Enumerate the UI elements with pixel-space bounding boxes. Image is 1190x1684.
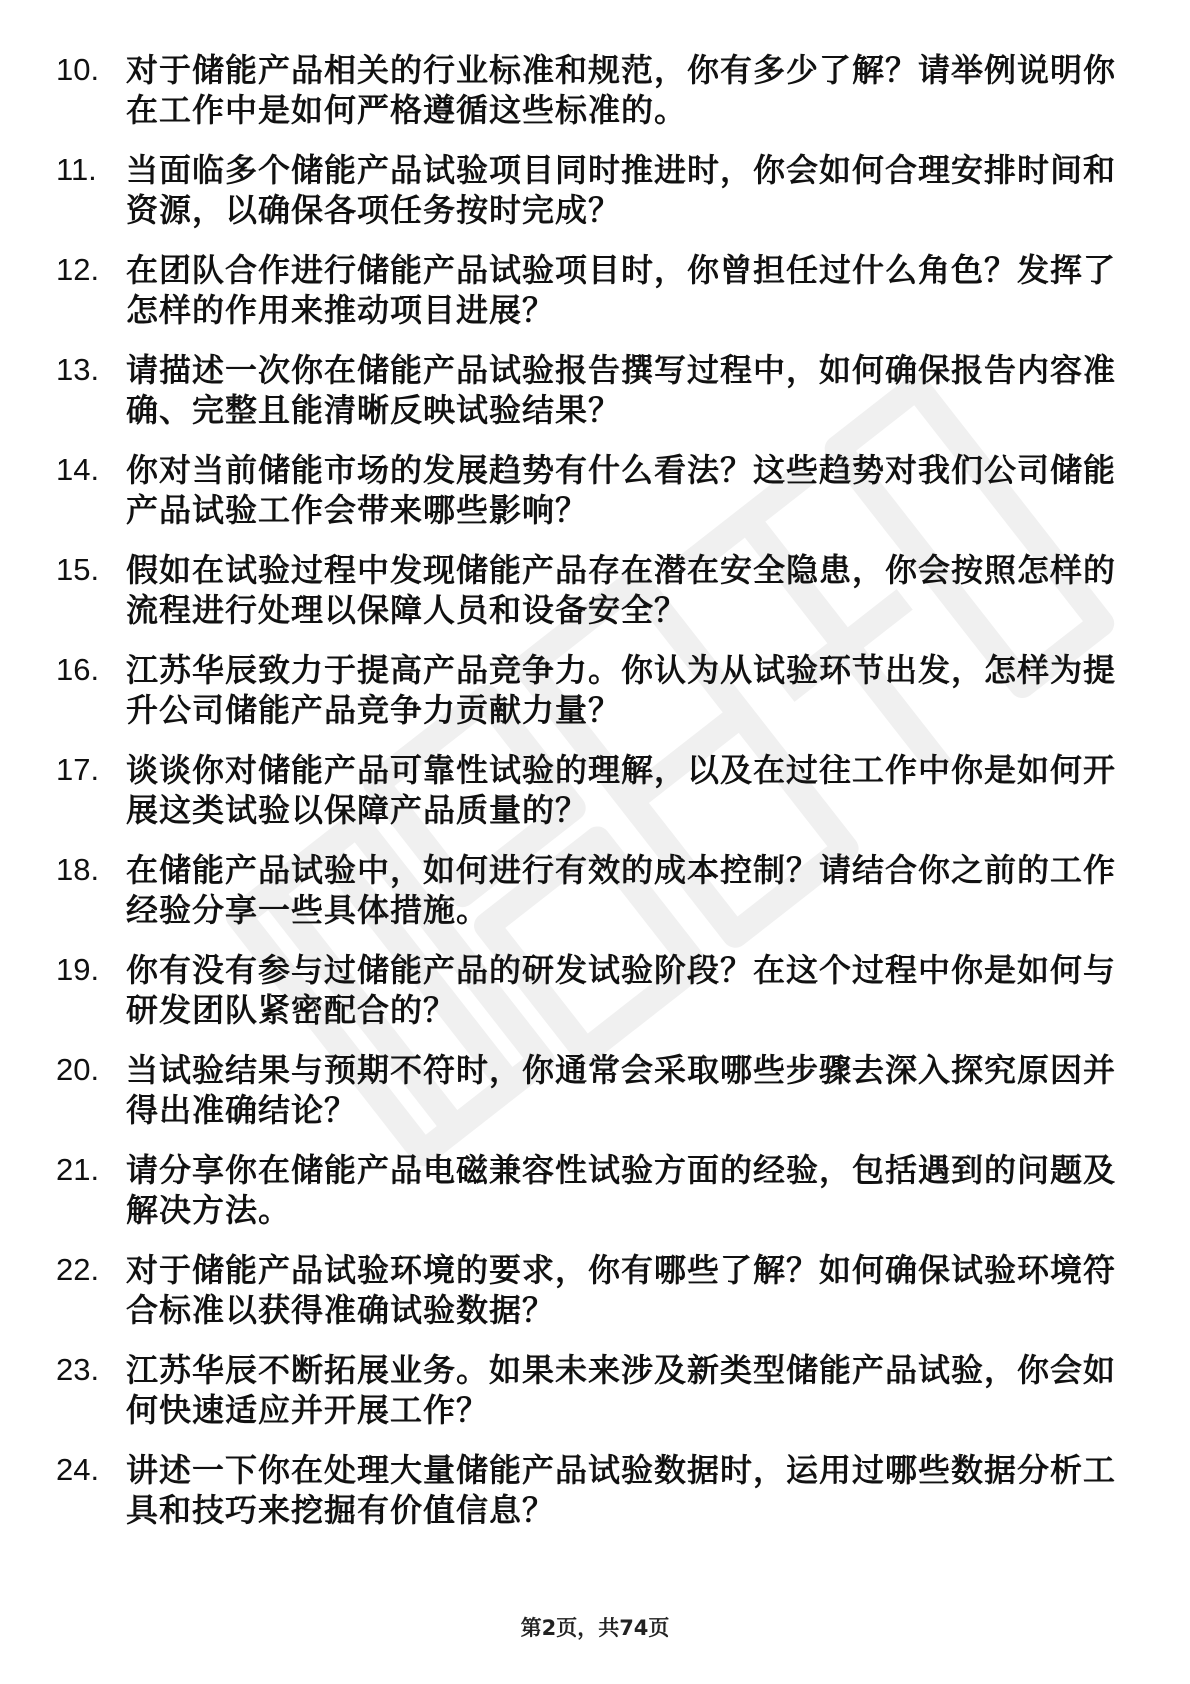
- question-item: [50, 250, 1130, 330]
- question-item: [50, 350, 1130, 430]
- question-number: 15.: [56, 552, 100, 587]
- question-text: 你对当前储能市场的发展趋势有什么看法？这些趋势对我们公司储能产品试验工作会带来哪些影响？: [126, 451, 1117, 529]
- question-number: 18.: [56, 852, 100, 887]
- question-number: 24.: [56, 1452, 100, 1487]
- question-item: [50, 950, 1130, 1030]
- question-number: 12.: [56, 252, 100, 287]
- question-text: 江苏华辰不断拓展业务。如果未来涉及新类型储能产品试验，你会如何快速适应并开展工作？: [126, 1351, 1117, 1429]
- question-item: [50, 750, 1130, 830]
- question-text: 在团队合作进行储能产品试验项目时，你曾担任过什么角色？发挥了怎样的作用来推动项目进展？: [126, 251, 1117, 329]
- question-text: 假如在试验过程中发现储能产品存在潜在安全隐患，你会按照怎样的流程进行处理以保障人员和设备安全？: [126, 551, 1117, 629]
- question-item: [50, 1350, 1130, 1430]
- question-text: 谈谈你对储能产品可靠性试验的理解，以及在过往工作中你是如何开展这类试验以保障产品质量的？: [126, 751, 1117, 829]
- question-item: [50, 550, 1130, 630]
- question-number: 11.: [56, 152, 97, 187]
- question-text: 你有没有参与过储能产品的研发试验阶段？在这个过程中你是如何与研发团队紧密配合的？: [126, 951, 1117, 1029]
- question-item: [50, 1450, 1130, 1530]
- question-number: 10.: [56, 52, 100, 87]
- question-text: 对于储能产品试验环境的要求，你有哪些了解？如何确保试验环境符合标准以获得准确试验数据？: [126, 1251, 1117, 1329]
- question-item: [50, 1050, 1130, 1130]
- question-number: 19.: [56, 952, 100, 987]
- question-number: 14.: [56, 452, 100, 487]
- question-number: 20.: [56, 1052, 100, 1087]
- question-item: [50, 850, 1130, 930]
- question-text: 对于储能产品相关的行业标准和规范，你有多少了解？请举例说明你在工作中是如何严格遵循这些标准的。: [126, 51, 1117, 129]
- question-text: 当试验结果与预期不符时，你通常会采取哪些步骤去深入探究原因并得出准确结论？: [126, 1051, 1117, 1129]
- question-number: 17.: [56, 752, 100, 787]
- question-text: 请描述一次你在储能产品试验报告撰写过程中，如何确保报告内容准确、完整且能清晰反映试验结果？: [126, 351, 1117, 429]
- question-number: 21.: [56, 1152, 100, 1187]
- question-item: [50, 650, 1130, 730]
- question-number: 13.: [56, 352, 100, 387]
- question-item: [50, 150, 1130, 230]
- question-text: 当面临多个储能产品试验项目同时推进时，你会如何合理安排时间和资源，以确保各项任务按时完成？: [126, 151, 1117, 229]
- question-text: 在储能产品试验中，如何进行有效的成本控制？请结合你之前的工作经验分享一些具体措施。: [126, 851, 1117, 929]
- question-number: 23.: [56, 1352, 100, 1387]
- question-item: [50, 1250, 1130, 1330]
- page-number: 第2页，共74页: [520, 1616, 670, 1640]
- question-text: 讲述一下你在处理大量储能产品试验数据时，运用过哪些数据分析工具和技巧来挖掘有价值信息？: [126, 1451, 1117, 1529]
- question-item: [50, 1150, 1130, 1230]
- question-item: [50, 50, 1130, 130]
- question-number: 22.: [56, 1252, 100, 1287]
- question-list: [50, 50, 1130, 1550]
- question-item: [50, 450, 1130, 530]
- question-text: 江苏华辰致力于提高产品竞争力。你认为从试验环节出发，怎样为提升公司储能产品竞争力贡献力量？: [126, 651, 1117, 729]
- question-number: 16.: [56, 652, 100, 687]
- question-text: 请分享你在储能产品电磁兼容性试验方面的经验，包括遇到的问题及解决方法。: [126, 1151, 1117, 1229]
